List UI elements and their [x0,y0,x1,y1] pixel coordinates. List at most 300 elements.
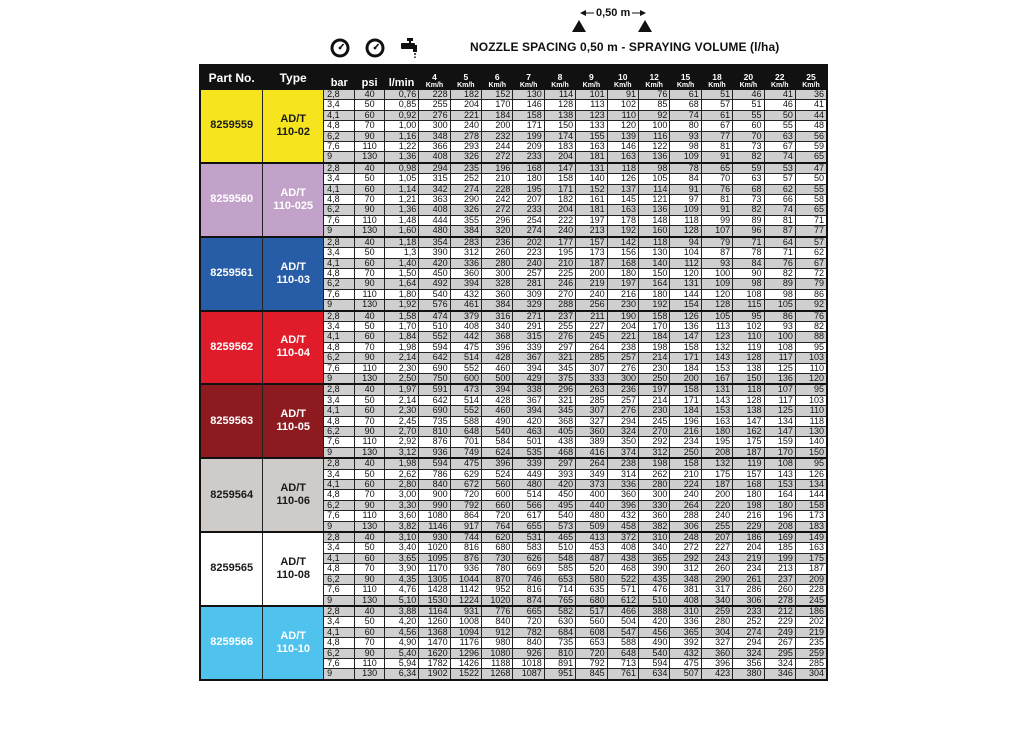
volume-cell: 1020 [419,543,450,553]
volume-cell: 138 [733,406,764,416]
volume-cell: 122 [638,142,669,152]
flow-lmin-cell: 1,00 [384,121,418,131]
volume-cell: 81 [701,142,732,152]
flow-lmin-cell: 2,80 [384,480,418,490]
volume-cell: 88 [795,332,827,342]
pressure-psi-cell: 90 [355,353,384,363]
volume-cell: 200 [701,490,732,500]
pressure-psi-cell: 110 [355,142,384,152]
flow-lmin-cell: 1,16 [384,131,418,141]
volume-cell: 108 [733,289,764,299]
volume-cell: 85 [638,100,669,110]
volume-cell: 112 [670,258,701,268]
volume-cell: 212 [764,606,795,617]
flow-lmin-cell: 3,88 [384,606,418,617]
volume-cell: 70 [701,174,732,184]
volume-cell: 197 [607,279,638,289]
volume-cell: 154 [670,300,701,311]
volume-cell: 200 [576,268,607,278]
volume-cell: 126 [670,311,701,322]
volume-cell: 453 [576,543,607,553]
volume-cell: 74 [764,152,795,163]
volume-cell: 278 [450,131,481,141]
volume-cell: 394 [450,279,481,289]
volume-cell: 187 [733,447,764,458]
volume-cell: 951 [544,669,575,680]
volume-cell: 82 [764,268,795,278]
flow-lmin-cell: 1,36 [384,152,418,163]
volume-cell: 309 [513,289,544,299]
volume-cell: 310 [638,532,669,543]
volume-cell: 95 [795,384,827,395]
volume-cell: 68 [670,100,701,110]
volume-cell: 102 [607,100,638,110]
header-speed: 20 Km/h [733,65,764,90]
spray-volume-table-wrapper [199,64,828,681]
flow-lmin-cell: 1,84 [384,332,418,342]
part-number-cell: 8259563 [200,384,263,458]
volume-cell: 665 [513,606,544,617]
volume-cell: 326 [450,205,481,215]
volume-cell: 594 [419,342,450,352]
part-number-cell: 8259561 [200,237,263,311]
volume-cell: 259 [701,606,732,617]
pressure-bar-cell: 3,4 [324,543,355,553]
volume-cell: 333 [576,373,607,384]
pressure-bar-cell: 4,1 [324,110,355,120]
volume-cell: 200 [670,373,701,384]
volume-cell: 765 [544,595,575,606]
volume-cell: 749 [450,447,481,458]
volume-cell: 669 [513,564,544,574]
volume-cell: 125 [764,363,795,373]
volume-cell: 115 [733,300,764,311]
volume-cell: 93 [670,131,701,141]
nozzle-type-cell [263,90,324,163]
volume-cell: 240 [544,226,575,237]
volume-cell: 1008 [450,617,481,627]
pressure-bar-cell: 4,1 [324,553,355,563]
volume-cell: 612 [607,595,638,606]
volume-cell: 150 [638,268,669,278]
flow-lmin-cell: 4,76 [384,585,418,595]
volume-cell: 180 [638,289,669,299]
volume-cell: 120 [701,289,732,299]
flow-lmin-cell: 2,62 [384,469,418,479]
volume-cell: 1176 [450,638,481,648]
pressure-gauge-psi-icon [364,37,386,57]
volume-cell: 95 [795,458,827,469]
volume-cell: 220 [701,500,732,510]
volume-cell: 514 [450,353,481,363]
volume-cell: 252 [450,174,481,184]
volume-cell: 307 [576,363,607,373]
volume-cell: 223 [513,248,544,258]
volume-cell: 463 [513,427,544,437]
volume-cell: 680 [576,595,607,606]
volume-cell: 143 [701,395,732,405]
volume-cell: 174 [544,131,575,141]
volume-cell: 89 [733,215,764,225]
volume-cell: 263 [576,384,607,395]
volume-cell: 458 [607,521,638,532]
pressure-bar-cell: 4,8 [324,195,355,205]
volume-cell: 221 [607,332,638,342]
volume-cell: 816 [513,585,544,595]
pressure-psi-cell: 70 [355,121,384,131]
flow-lmin-cell: 3,40 [384,543,418,553]
volume-cell: 152 [482,90,513,100]
pressure-psi-cell: 70 [355,564,384,574]
volume-cell: 1296 [450,648,481,658]
pressure-psi-cell: 60 [355,553,384,563]
volume-cell: 730 [482,553,513,563]
volume-cell: 229 [733,521,764,532]
volume-cell: 98 [764,289,795,299]
pressure-bar-cell: 6,2 [324,205,355,215]
pressure-psi-cell: 90 [355,574,384,584]
volume-cell: 105 [638,174,669,184]
volume-cell: 583 [513,543,544,553]
volume-cell: 340 [701,595,732,606]
volume-cell: 95 [733,311,764,322]
volume-cell: 104 [670,248,701,258]
header-part-no: Part No. [200,65,263,90]
pressure-bar-cell: 6,2 [324,353,355,363]
volume-cell: 1170 [419,564,450,574]
pressure-bar-cell: 2,8 [324,458,355,469]
volume-cell: 365 [638,553,669,563]
type-line-1: AD/T [280,334,307,347]
volume-cell: 121 [638,195,669,205]
pressure-psi-cell: 40 [355,532,384,543]
volume-cell: 183 [544,142,575,152]
volume-cell: 367 [513,395,544,405]
volume-cell: 408 [450,321,481,331]
volume-cell: 438 [607,553,638,563]
volume-cell: 158 [670,458,701,469]
volume-cell: 71 [795,215,827,225]
type-line-2: 110-10 [276,642,310,655]
volume-cell: 540 [544,511,575,521]
volume-cell: 495 [544,500,575,510]
volume-cell: 108 [764,342,795,352]
volume-cell: 209 [513,142,544,152]
volume-cell: 306 [670,521,701,532]
volume-cell: 244 [482,142,513,152]
volume-cell: 128 [701,300,732,311]
volume-cell: 136 [764,373,795,384]
nozzle-type-cell [263,163,324,237]
volume-cell: 95 [795,342,827,352]
volume-cell: 236 [607,384,638,395]
volume-cell: 648 [607,648,638,658]
volume-cell: 342 [419,184,450,194]
volume-cell: 146 [607,142,638,152]
volume-cell: 158 [670,384,701,395]
volume-cell: 245 [795,595,827,606]
header-speed: 6 Km/h [482,65,513,90]
volume-cell: 475 [450,342,481,352]
volume-cell: 156 [607,248,638,258]
volume-cell: 196 [764,511,795,521]
volume-cell: 274 [733,627,764,637]
volume-cell: 1224 [450,595,481,606]
volume-cell: 744 [450,532,481,543]
volume-cell: 840 [513,638,544,648]
volume-cell: 810 [544,648,575,658]
volume-cell: 280 [482,258,513,268]
volume-cell: 238 [607,458,638,469]
header-speed: 10 Km/h [607,65,638,90]
volume-cell: 432 [670,648,701,658]
volume-cell: 450 [419,268,450,278]
volume-cell: 55 [764,121,795,131]
volume-cell: 235 [795,638,827,648]
nozzle-type-cell [263,606,324,680]
nozzle-type-cell [263,384,324,458]
volume-cell: 208 [764,521,795,532]
type-line-2: 110-08 [276,568,310,581]
volume-cell: 473 [450,384,481,395]
volume-cell: 262 [638,469,669,479]
header-lmin: l/min [384,65,418,90]
part-number-cell: 8259565 [200,532,263,606]
volume-cell: 234 [670,437,701,447]
volume-cell: 240 [450,121,481,131]
flow-lmin-cell: 4,35 [384,574,418,584]
volume-cell: 149 [795,532,827,543]
volume-cell: 1522 [450,669,481,680]
volume-cell: 227 [576,321,607,331]
type-line-1: AD/T [280,112,307,125]
volume-cell: 380 [733,669,764,680]
volume-cell: 792 [576,658,607,668]
table-row [200,163,827,174]
volume-cell: 55 [795,184,827,194]
volume-cell: 195 [513,184,544,194]
pressure-psi-cell: 130 [355,595,384,606]
volume-cell: 510 [638,595,669,606]
volume-cell: 132 [701,342,732,352]
volume-cell: 420 [638,617,669,627]
volume-cell: 405 [544,427,575,437]
pressure-bar-cell: 7,6 [324,437,355,447]
pressure-psi-cell: 130 [355,226,384,237]
volume-cell: 1164 [419,606,450,617]
volume-cell: 184 [670,406,701,416]
volume-cell: 92 [795,300,827,311]
volume-cell: 1087 [513,669,544,680]
volume-cell: 200 [482,121,513,131]
volume-cell: 1146 [419,521,450,532]
volume-cell: 249 [764,627,795,637]
volume-cell: 584 [482,437,513,447]
volume-cell: 118 [638,237,669,248]
pressure-bar-cell: 7,6 [324,289,355,299]
volume-cell: 177 [544,237,575,248]
volume-cell: 294 [419,163,450,174]
volume-cell: 77 [701,131,732,141]
volume-cell: 624 [482,447,513,458]
volume-cell: 98 [670,142,701,152]
volume-cell: 548 [544,553,575,563]
type-line-1: AD/T [280,555,307,568]
volume-cell: 79 [701,237,732,248]
flow-lmin-cell: 1,64 [384,279,418,289]
volume-cell: 94 [670,237,701,248]
volume-cell: 617 [513,511,544,521]
volume-cell: 123 [701,332,732,342]
volume-cell: 379 [450,311,481,322]
volume-cell: 428 [482,353,513,363]
volume-cell: 90 [733,268,764,278]
volume-cell: 240 [670,490,701,500]
volume-cell: 163 [607,152,638,163]
volume-cell: 576 [419,300,450,311]
volume-cell: 198 [638,458,669,469]
volume-cell: 591 [419,384,450,395]
pressure-bar-cell: 6,2 [324,427,355,437]
volume-cell: 171 [670,395,701,405]
volume-cell: 180 [513,174,544,184]
type-line-1: AD/T [280,186,307,199]
volume-cell: 180 [733,490,764,500]
volume-cell: 456 [638,627,669,637]
volume-cell: 126 [607,174,638,184]
volume-cell: 140 [795,437,827,447]
volume-cell: 224 [670,480,701,490]
flow-lmin-cell: 2,45 [384,416,418,426]
volume-cell: 63 [733,174,764,184]
volume-cell: 97 [670,195,701,205]
pressure-psi-cell: 60 [355,258,384,268]
pressure-psi-cell: 130 [355,669,384,680]
volume-cell: 93 [764,321,795,331]
volume-cell: 164 [638,279,669,289]
volume-cell: 255 [544,321,575,331]
volume-cell: 384 [482,300,513,311]
volume-cell: 375 [544,373,575,384]
volume-cell: 133 [576,121,607,131]
volume-cell: 672 [450,480,481,490]
volume-cell: 660 [482,500,513,510]
pressure-psi-cell: 50 [355,321,384,331]
volume-cell: 76 [638,90,669,100]
volume-cell: 990 [419,500,450,510]
pressure-bar-cell: 3,4 [324,174,355,184]
header-speed: 12 Km/h [638,65,669,90]
flow-lmin-cell: 1,22 [384,142,418,152]
volume-cell: 252 [733,617,764,627]
pressure-bar-cell: 9 [324,152,355,163]
pressure-psi-cell: 60 [355,627,384,637]
volume-cell: 76 [764,258,795,268]
volume-cell: 180 [701,427,732,437]
volume-cell: 356 [733,658,764,668]
volume-cell: 292 [638,437,669,447]
volume-cell: 184 [482,110,513,120]
volume-cell: 278 [764,595,795,606]
pressure-psi-cell: 110 [355,658,384,668]
pressure-bar-cell: 2,8 [324,384,355,395]
volume-cell: 326 [450,152,481,163]
header-speed: 25 Km/h [795,65,827,90]
volume-cell: 257 [607,353,638,363]
volume-cell: 394 [482,384,513,395]
pressure-bar-cell: 7,6 [324,363,355,373]
volume-cell: 1080 [419,511,450,521]
volume-cell: 67 [795,258,827,268]
pressure-bar-cell: 2,8 [324,606,355,617]
volume-cell: 158 [638,311,669,322]
flow-lmin-cell: 2,30 [384,406,418,416]
volume-cell: 468 [544,447,575,458]
volume-cell: 517 [576,606,607,617]
volume-cell: 61 [701,110,732,120]
volume-cell: 720 [513,617,544,627]
volume-cell: 164 [764,490,795,500]
volume-cell: 840 [419,480,450,490]
pressure-psi-cell: 60 [355,332,384,342]
pressure-bar-cell: 3,4 [324,321,355,331]
volume-cell: 288 [670,511,701,521]
volume-cell: 312 [670,564,701,574]
volume-cell: 153 [701,363,732,373]
volume-cell: 73 [733,195,764,205]
volume-cell: 118 [670,215,701,225]
pressure-bar-cell: 4,8 [324,490,355,500]
pressure-psi-cell: 90 [355,131,384,141]
flow-lmin-cell: 4,20 [384,617,418,627]
volume-cell: 91 [607,90,638,100]
volume-cell: 290 [701,574,732,584]
header-speed: 7 Km/h [513,65,544,90]
volume-cell: 230 [638,406,669,416]
flow-lmin-cell: 0,98 [384,163,418,174]
volume-cell: 184 [670,363,701,373]
volume-cell: 61 [670,90,701,100]
type-line-1: AD/T [280,408,307,421]
volume-cell: 118 [733,384,764,395]
volume-cell: 420 [419,258,450,268]
flow-lmin-cell: 3,65 [384,553,418,563]
volume-cell: 1142 [450,585,481,595]
volume-cell: 100 [764,332,795,342]
flow-lmin-cell: 2,14 [384,353,418,363]
flow-lmin-cell: 3,90 [384,564,418,574]
type-line-2: 110-06 [276,495,310,508]
volume-cell: 816 [450,543,481,553]
volume-cell: 138 [544,110,575,120]
volume-cell: 84 [670,174,701,184]
volume-cell: 792 [450,500,481,510]
pressure-bar-cell: 6,2 [324,279,355,289]
volume-cell: 449 [513,469,544,479]
pressure-psi-cell: 130 [355,300,384,311]
pressure-bar-cell: 6,2 [324,131,355,141]
volume-cell: 131 [701,384,732,395]
header-type: Type [263,65,324,90]
volume-cell: 105 [764,300,795,311]
volume-cell: 232 [482,131,513,141]
header-speed: 18 Km/h [701,65,732,90]
volume-cell: 157 [576,237,607,248]
flow-lmin-cell: 1,36 [384,205,418,215]
volume-cell: 585 [544,564,575,574]
volume-cell: 390 [638,564,669,574]
volume-cell: 168 [513,163,544,174]
